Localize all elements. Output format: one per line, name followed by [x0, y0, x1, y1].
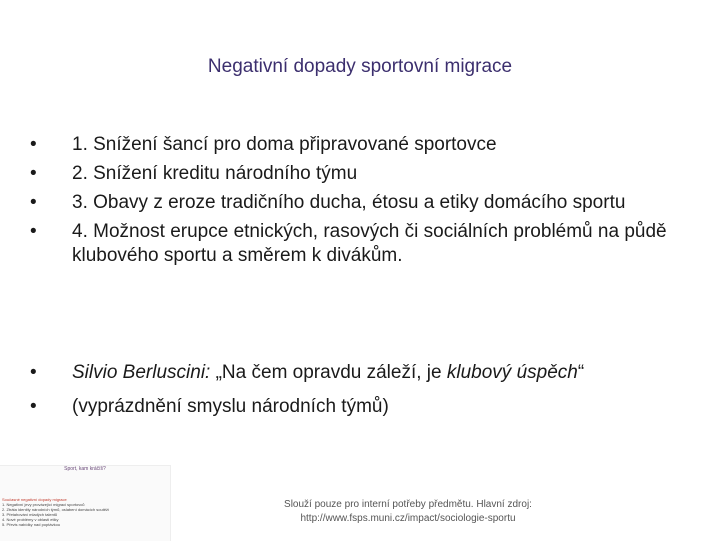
bullet-point-icon: • [30, 221, 37, 242]
bullet-item [30, 191, 690, 215]
bullet-point-icon: • [30, 396, 37, 417]
quote-author: Silvio Berluscini: [72, 362, 211, 383]
thumbnail-line: 1. Negativní jevy provázející migraci sportovců [2, 502, 85, 507]
bullet-text: 2. Snížení kreditu národního týmu [72, 163, 358, 184]
quote-bullet-item [30, 361, 690, 385]
bullet-item [30, 133, 690, 157]
bullet-point-icon: • [30, 192, 37, 213]
quote-text-before: „Na čem opravdu záleží, je [210, 362, 447, 383]
thumbnail-line: 5. Převis nabídky nad poptávkou [2, 522, 61, 527]
source-note-line: Slouží pouze pro interní potřeby předmětu. Hlavní zdroj: [284, 499, 532, 510]
bullet-text: 4. Možnost erupce etnických, rasových či sociálních problémů na půdě klubového sportu a směrem k divákům. [72, 221, 667, 266]
quote-text-after: “ [577, 362, 585, 383]
bullet-point-icon: • [30, 163, 37, 184]
thumbnail-lines [2, 497, 166, 527]
quote-bullet-list [30, 361, 690, 429]
thumbnail-line: 2. Ztráta identity národních týmů, oslabení domácích soutěží [2, 507, 110, 512]
bullet-item [30, 162, 690, 186]
source-url: http://www.fsps.muni.cz/impact/sociologie-sportu [300, 513, 516, 524]
bullet-item [30, 220, 690, 268]
bullet-point-icon: • [30, 134, 37, 155]
bullet-text: (vyprázdnění smyslu národních týmů) [72, 396, 389, 417]
bullet-text: 3. Obavy z eroze tradičního ducha, étosu a etiky domácího sportu [72, 192, 626, 213]
quote-emphasis: klubový úspěch [446, 362, 578, 383]
slide-thumbnail [0, 465, 171, 541]
thumbnail-line: 3. Přetahování mladých talentů [2, 512, 58, 517]
thumbnail-line: Současné negativní dopady migrace [2, 497, 67, 502]
thumbnail-title: Sport, kam kráčíš? [64, 466, 106, 472]
bullet-point-icon: • [30, 362, 37, 383]
bullet-item [30, 395, 690, 419]
slide-title: Negativní dopady sportovní migrace [207, 56, 513, 77]
main-bullet-list [30, 133, 690, 273]
thumbnail-line: 4. Nové problémy v oblasti etiky [2, 517, 59, 522]
source-note [258, 498, 558, 526]
bullet-text: 1. Snížení šancí pro doma připravované sportovce [72, 134, 497, 155]
